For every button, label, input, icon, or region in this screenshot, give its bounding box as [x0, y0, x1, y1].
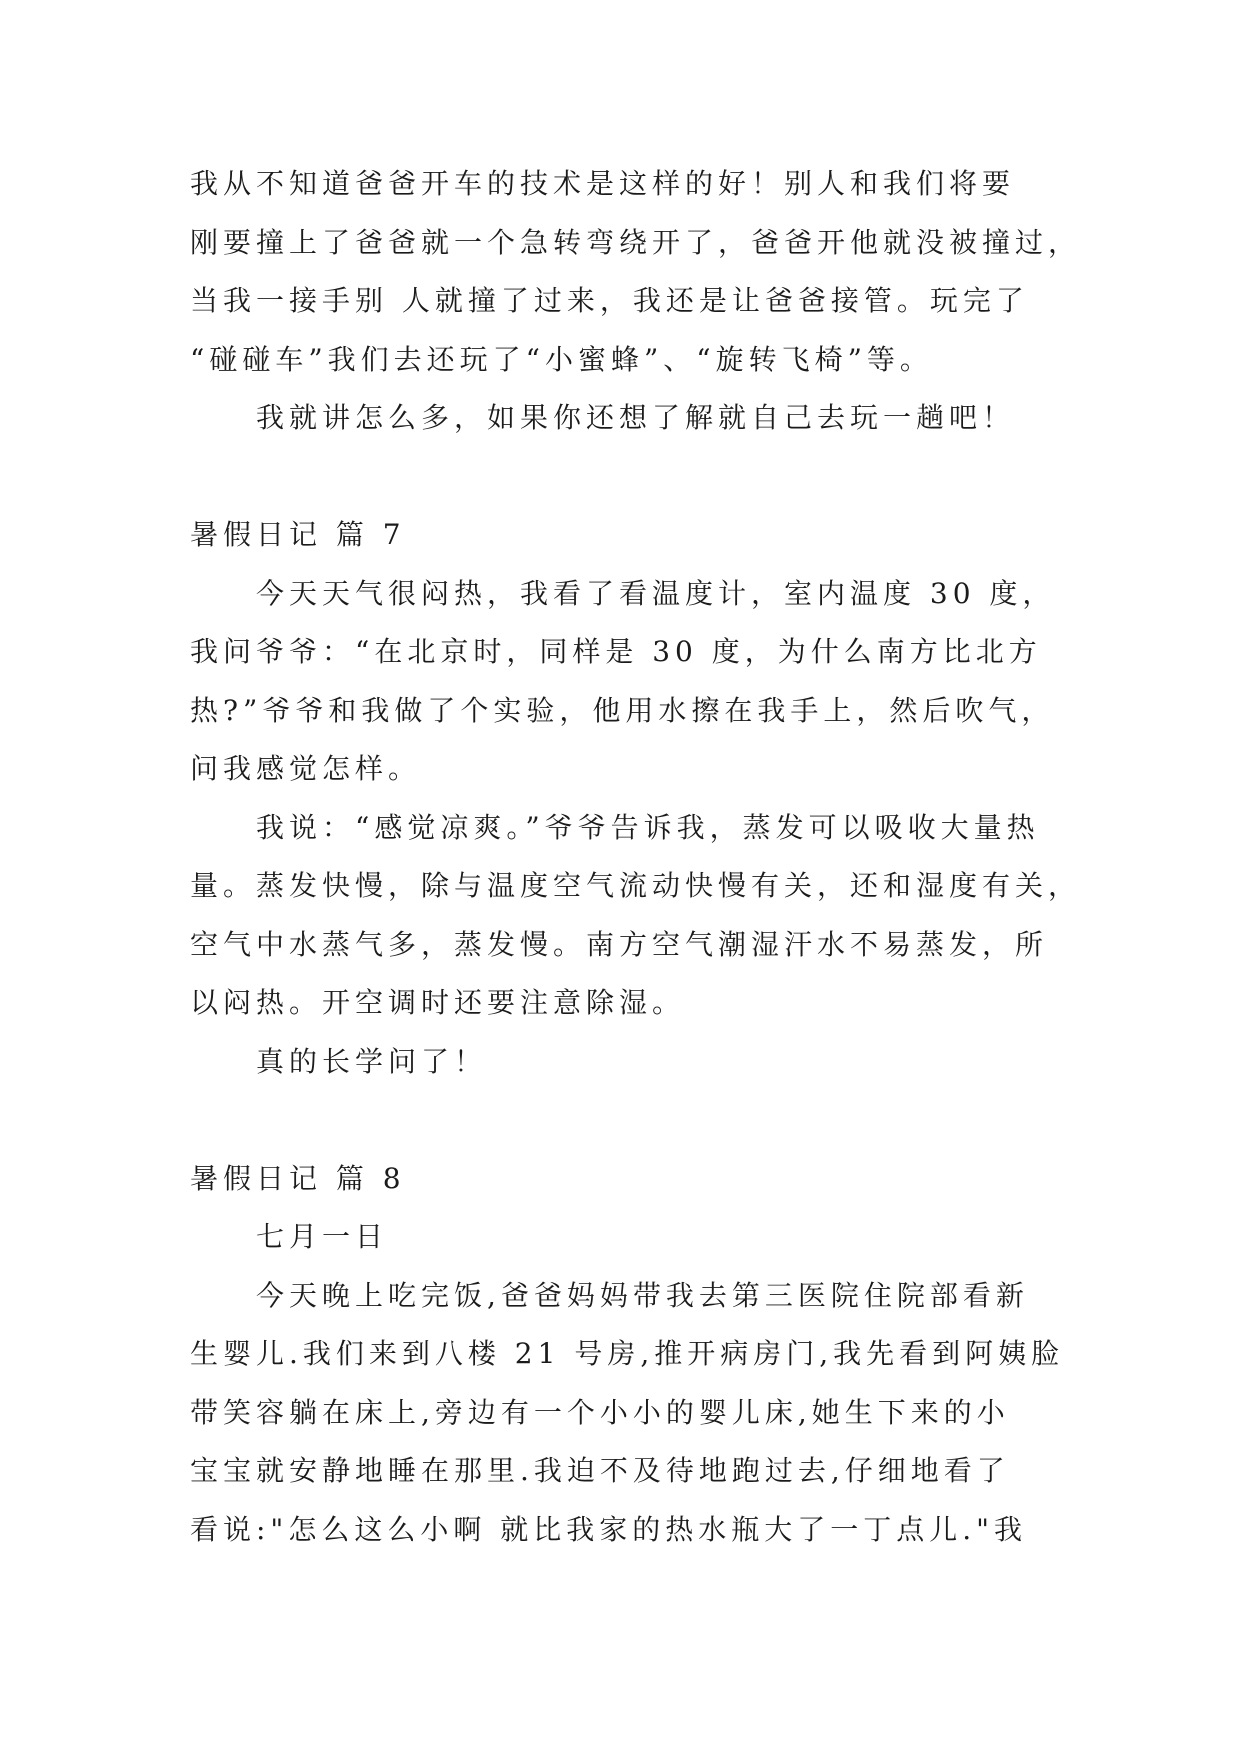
text-line: 带笑容躺在床上,旁边有一个小小的婴儿床,她生下来的小 — [190, 1395, 1010, 1429]
text-line: 问我感觉怎样。 — [190, 752, 422, 785]
text-line: 我从不知道爸爸开车的技术是这样的好！别人和我们将要 — [190, 167, 1016, 200]
text-line: 我说：“感觉凉爽。”爷爷告诉我，蒸发可以吸收大量热 — [256, 810, 1040, 844]
text-line: 以闷热。开空调时还要注意除湿。 — [190, 986, 686, 1019]
text-line: 真的长学问了！ — [256, 1044, 488, 1078]
text-line: 今天晚上吃完饭,爸爸妈妈带我去第三医院住院部看新 — [256, 1278, 1029, 1312]
text-line: 量。蒸发快慢，除与温度空气流动快慢有关，还和湿度有关， — [190, 869, 1082, 902]
paragraph — [190, 1033, 1241, 1092]
text-line: 宝宝就安静地睡在那里.我迫不及待地跑过去,仔细地看了 — [190, 1454, 1010, 1487]
continued-entry — [190, 155, 1241, 448]
text-line: “碰碰车”我们去还玩了“小蜜蜂”、“旋转飞椅”等。 — [190, 342, 933, 376]
text-line: 生婴儿.我们来到八楼 21 号房,推开病房门,我先看到阿姨脸 — [190, 1337, 1065, 1370]
text-line: 当我一接手别 人就撞了过来，我还是让爸爸接管。玩完了 — [190, 284, 1029, 317]
text-line: 今天天气很闷热，我看了看温度计，室内温度 30 度， — [256, 576, 1056, 610]
paragraph — [190, 389, 1241, 448]
diary-entry — [190, 506, 1241, 1091]
entry-date: 七月一日 — [256, 1220, 389, 1253]
text-line: 热?”爷爷和我做了个实验，他用水擦在我手上，然后吹气， — [190, 693, 1055, 727]
entry-title: 暑假日记 篇 7 — [190, 518, 406, 551]
paragraph — [190, 1208, 1241, 1267]
paragraph — [190, 155, 1241, 389]
text-line: 我就讲怎么多，如果你还想了解就自己去玩一趟吧！ — [256, 401, 1016, 434]
text-line: 刚要撞上了爸爸就一个急转弯绕开了，爸爸开他就没被撞过， — [190, 225, 1082, 259]
entry-title: 暑假日记 篇 8 — [190, 1161, 406, 1195]
text-line: 空气中水蒸气多，蒸发慢。南方空气潮湿汗水不易蒸发，所 — [190, 927, 1049, 961]
paragraph — [190, 1267, 1241, 1560]
paragraph — [190, 799, 1241, 1033]
paragraph — [190, 565, 1241, 799]
diary-entry — [190, 1150, 1241, 1560]
text-line: 看说:"怎么这么小啊 就比我家的热水瓶大了一丁点儿."我 — [190, 1512, 1027, 1546]
text-line: 我问爷爷：“在北京时，同样是 30 度，为什么南方比北方 — [190, 635, 1042, 668]
